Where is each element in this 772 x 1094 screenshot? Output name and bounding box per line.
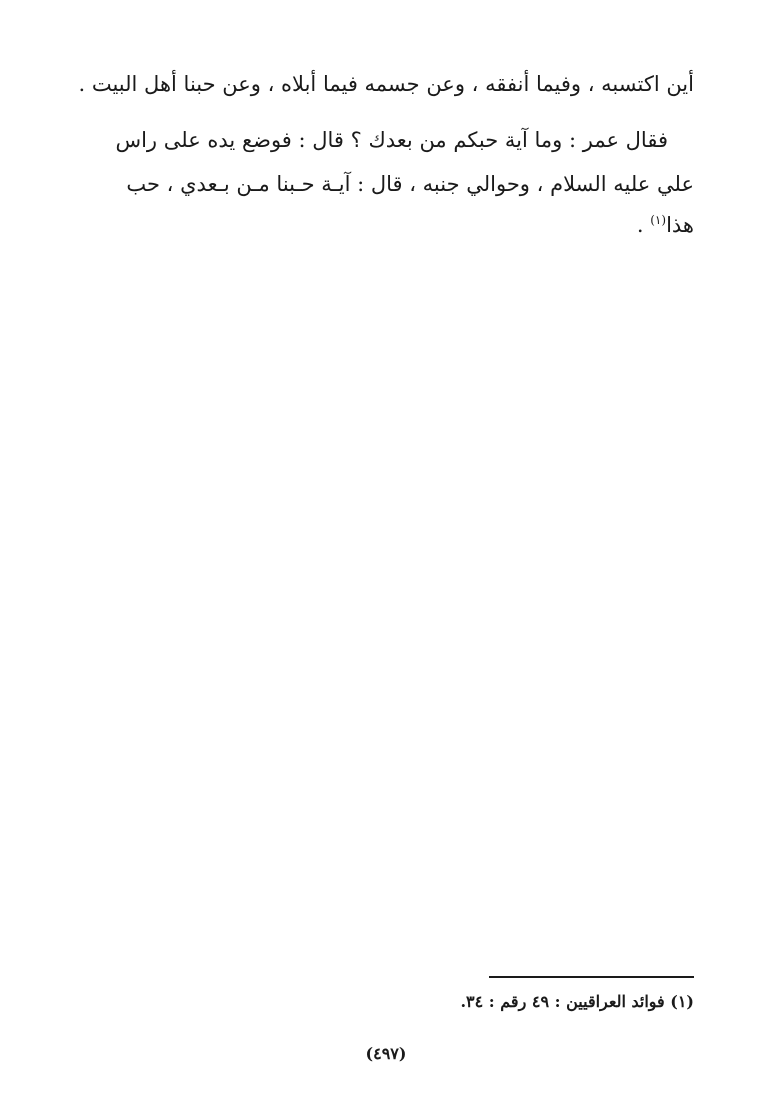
- body-text-line-4: [74, 213, 694, 238]
- page-number: (٤٩٧): [365, 1044, 407, 1063]
- body-text-line-4-end: .: [636, 213, 651, 237]
- body-text-line-3: علي عليه السلام ، وحوالي جنبه ، قال : آيـة حـبنا مـن بـعدي ، حب: [126, 172, 694, 196]
- footnote-reference[interactable]: (١): [650, 213, 667, 227]
- body-text-line-2: فقال عمر : وما آية حبكم من بعدك ؟ قال : فوضع يده على راس: [115, 128, 668, 152]
- body-text-line-1: أين اكتسبه ، وفيما أنفقه ، وعن جسمه فيما أبلاه ، وعن حبنا أهل البيت .: [78, 72, 694, 96]
- footnote: (١) فوائد العراقيين : ٤٩ رقم : ٣٤.: [460, 992, 694, 1011]
- footnote-divider: [489, 976, 694, 978]
- body-text-line-4-word: هذا: [666, 213, 694, 237]
